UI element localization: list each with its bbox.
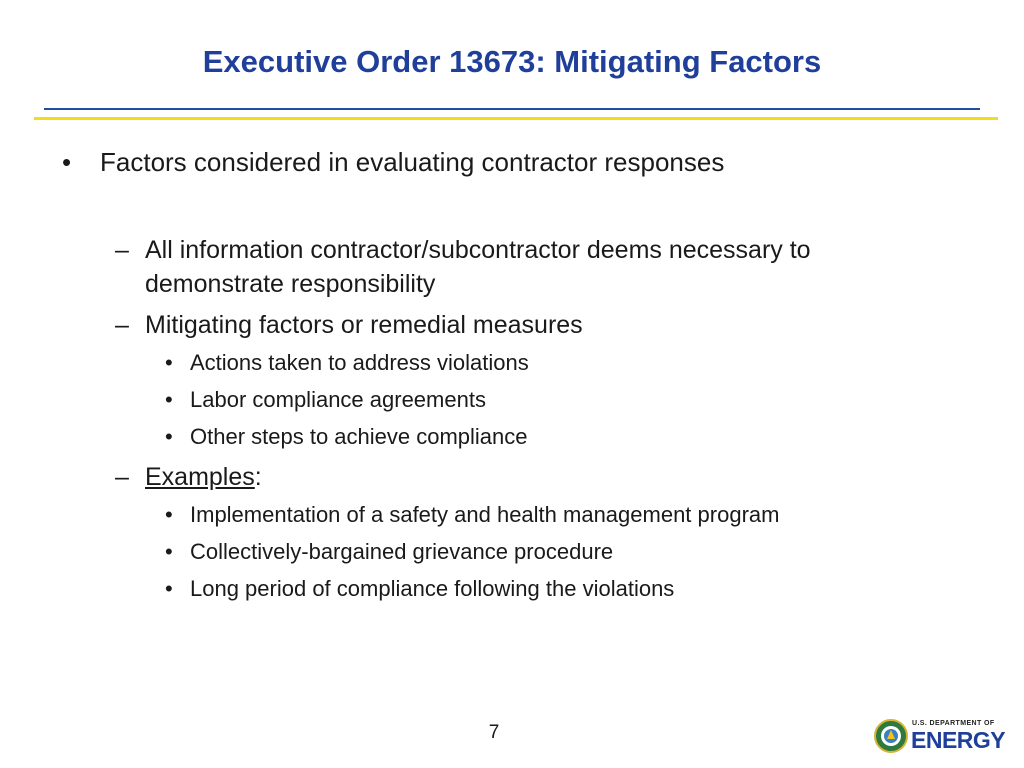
example-item-text: Collectively-bargained grievance procedure <box>190 539 614 564</box>
bullet-marker: • <box>165 424 173 449</box>
logo-energy-text: ENERGY <box>911 727 1006 753</box>
bullet-marker: • <box>165 387 173 412</box>
bullet-marker: • <box>165 350 173 375</box>
mitigating-item-text: Other steps to achieve compliance <box>190 424 528 449</box>
sub-item-information-line1: All information contractor/subcontractor deems necessary to <box>145 236 811 264</box>
example-item-text: Implementation of a safety and health management program <box>190 502 780 527</box>
bullet-marker: • <box>165 576 173 601</box>
bullet-marker: • <box>165 539 173 564</box>
bullet-marker: • <box>62 147 72 177</box>
sub-item-information-line2: demonstrate responsibility <box>145 270 436 298</box>
dash-marker: – <box>115 311 129 339</box>
dash-marker: – <box>115 236 129 264</box>
examples-colon: : <box>254 463 262 491</box>
doe-seal-icon <box>874 719 908 753</box>
title-divider-yellow <box>34 117 998 120</box>
doe-logo <box>874 717 1004 757</box>
title-divider-blue <box>44 108 980 110</box>
bullet-marker: • <box>165 502 173 527</box>
examples-link[interactable]: Examples <box>145 463 255 491</box>
page-number: 7 <box>488 722 500 743</box>
mitigating-item-text: Actions taken to address violations <box>190 350 529 375</box>
dash-marker: – <box>115 463 129 491</box>
example-item-text: Long period of compliance following the violations <box>190 576 675 601</box>
sub-item-mitigating-text: Mitigating factors or remedial measures <box>145 311 583 339</box>
logo-department-text: U.S. DEPARTMENT OF <box>912 720 995 727</box>
mitigating-item-text: Labor compliance agreements <box>190 387 486 412</box>
sub-item-examples-line <box>145 460 262 494</box>
main-bullet-text: Factors considered in evaluating contractor responses <box>100 147 725 177</box>
slide-title: Executive Order 13673: Mitigating Factors <box>202 44 822 79</box>
